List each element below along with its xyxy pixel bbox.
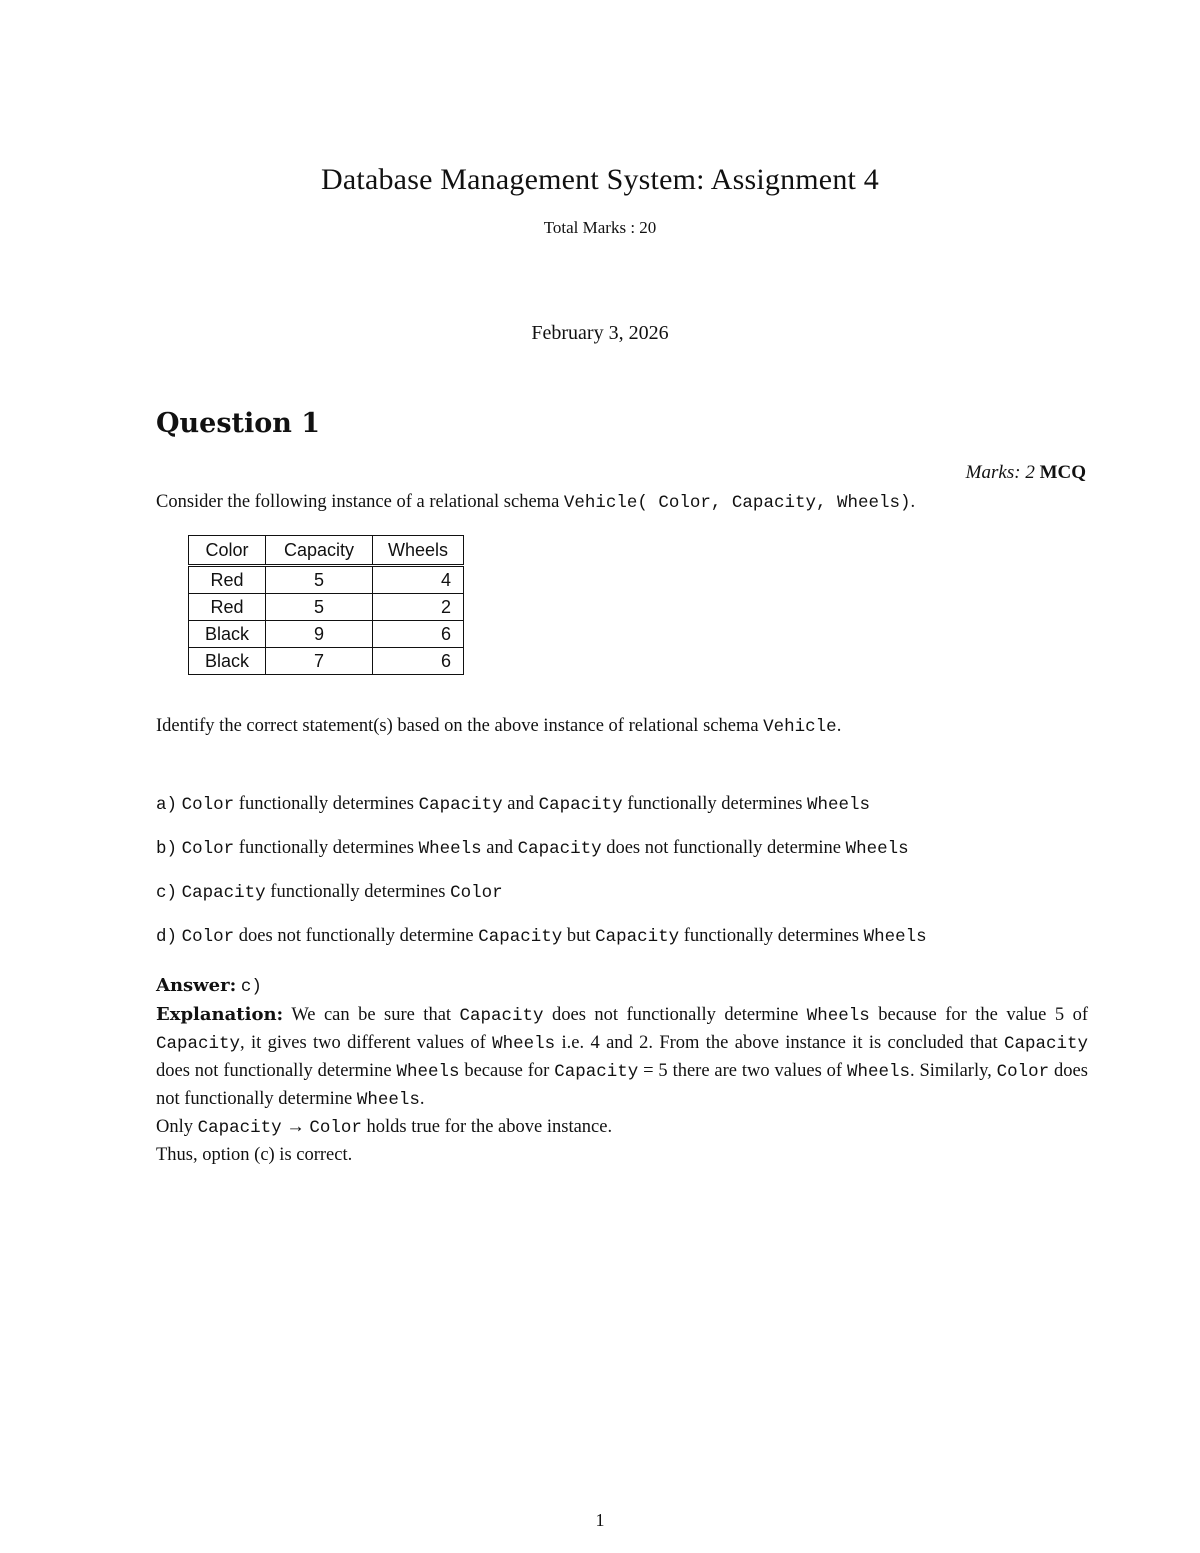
option-text: functionally determines [234, 838, 419, 858]
cell-color: Black [189, 621, 266, 648]
vehicle-table [188, 535, 464, 675]
answer-block [156, 972, 1088, 1169]
total-marks: Total Marks : 20 [543, 218, 657, 237]
question-heading: Question 1 [156, 408, 321, 439]
explanation-text: because for [459, 1061, 555, 1081]
document-title: Database Management System: Assignment 4 [321, 163, 879, 196]
only-text: holds true for the above instance. [361, 1117, 613, 1137]
intro-text: Consider the following instance of a relational schema [156, 492, 564, 512]
document-date: February 3, 2026 [531, 322, 669, 344]
explanation-text: does not functionally determine [543, 1005, 807, 1025]
option-term: Color [181, 839, 235, 859]
option-text: functionally determines [679, 926, 864, 946]
option-term: Wheels [418, 839, 482, 859]
cell-wheels: 6 [373, 648, 464, 675]
option-term: Capacity [538, 795, 623, 815]
option-term: Capacity [181, 883, 266, 903]
page-number: 1 [595, 1510, 605, 1530]
cell-color: Red [189, 594, 266, 621]
option-text: functionally determines [234, 794, 419, 814]
cell-wheels: 4 [373, 566, 464, 594]
only-term: Color [309, 1118, 362, 1138]
explanation-term: Wheels [492, 1034, 556, 1054]
option-term: Color [181, 927, 235, 947]
cell-color: Red [189, 566, 266, 594]
marks-label: Marks: [965, 462, 1021, 483]
option-a[interactable] [156, 791, 870, 819]
explanation-term: Capacity [554, 1062, 639, 1082]
prompt-text: Identify the correct statement(s) based on the above instance of relational schema [156, 716, 764, 736]
option-text: functionally determines [265, 882, 451, 902]
option-b[interactable] [156, 835, 909, 863]
schema-name: Vehicle( Color, Capacity, Wheels) [563, 493, 911, 513]
option-text: does not functionally determine [601, 838, 846, 858]
answer-label: Answer: [156, 975, 237, 996]
header-capacity: Capacity [266, 536, 373, 566]
cell-capacity: 5 [266, 566, 373, 594]
table-row [189, 594, 464, 621]
marks-type: MCQ [1039, 462, 1086, 483]
option-term: Wheels [863, 927, 927, 947]
explanation-term: Capacity [1003, 1034, 1088, 1054]
table-header-row [189, 536, 464, 566]
marks-value: 2 [1025, 462, 1035, 483]
option-term: Color [181, 795, 235, 815]
answer-value: c) [240, 977, 262, 997]
explanation-text: We can be sure that [283, 1005, 460, 1025]
only-term: Capacity [197, 1118, 282, 1138]
option-term: Capacity [478, 927, 563, 947]
header-wheels: Wheels [373, 536, 464, 566]
option-term: Capacity [517, 839, 602, 859]
option-term: Capacity [595, 927, 680, 947]
only-line [156, 1114, 1088, 1142]
explanation-text: , it gives two different values of [240, 1033, 493, 1053]
intro-period: . [910, 492, 916, 512]
option-c[interactable] [156, 879, 503, 907]
option-letter: d) [156, 927, 178, 947]
cell-capacity: 9 [266, 621, 373, 648]
prompt-period: . [836, 716, 842, 736]
option-text: but [562, 926, 596, 946]
cell-wheels: 6 [373, 621, 464, 648]
option-text: does not functionally determine [234, 926, 479, 946]
explanation [156, 1001, 1088, 1114]
table-row [189, 648, 464, 675]
explanation-term: Wheels [806, 1006, 870, 1026]
explanation-term: Wheels [356, 1090, 420, 1110]
option-letter: b) [156, 839, 178, 859]
explanation-label: Explanation: [156, 1004, 284, 1025]
answer-line [156, 972, 1088, 1001]
question-prompt [156, 713, 841, 741]
explanation-text: . [419, 1089, 425, 1109]
explanation-text: does not functionally determine [156, 1061, 1088, 1109]
table-row [189, 621, 464, 648]
option-text: and [502, 794, 539, 814]
explanation-term: Capacity [156, 1034, 241, 1054]
conclusion: Thus, option (c) is correct. [156, 1145, 353, 1165]
explanation-term: Capacity [459, 1006, 544, 1026]
cell-wheels: 2 [373, 594, 464, 621]
question-intro [156, 489, 915, 517]
only-text: Only [156, 1117, 198, 1137]
option-d[interactable] [156, 923, 927, 951]
explanation-text: i.e. 4 and 2. From the above instance it is concluded that [555, 1033, 1004, 1053]
option-term: Wheels [807, 795, 871, 815]
option-letter: c) [156, 883, 178, 903]
table-row [189, 566, 464, 594]
header-color: Color [189, 536, 266, 566]
prompt-schema: Vehicle [763, 717, 837, 737]
explanation-term: Color [996, 1062, 1050, 1082]
option-text: and [481, 838, 518, 858]
explanation-text: = 5 there are two values of [638, 1061, 847, 1081]
cell-capacity: 7 [266, 648, 373, 675]
marks-line [966, 462, 1086, 484]
explanation-text: because for the value 5 of [869, 1005, 1088, 1025]
option-term: Capacity [418, 795, 503, 815]
option-term: Color [450, 883, 503, 903]
cell-color: Black [189, 648, 266, 675]
explanation-text: . Similarly, [909, 1061, 997, 1081]
option-text: functionally determines [622, 794, 808, 814]
explanation-text: does not functionally determine [156, 1061, 397, 1081]
option-letter: a) [156, 795, 178, 815]
explanation-term: Wheels [396, 1062, 460, 1082]
explanation-term: Wheels [846, 1062, 910, 1082]
option-term: Wheels [845, 839, 909, 859]
cell-capacity: 5 [266, 594, 373, 621]
arrow-icon: → [281, 1117, 310, 1137]
